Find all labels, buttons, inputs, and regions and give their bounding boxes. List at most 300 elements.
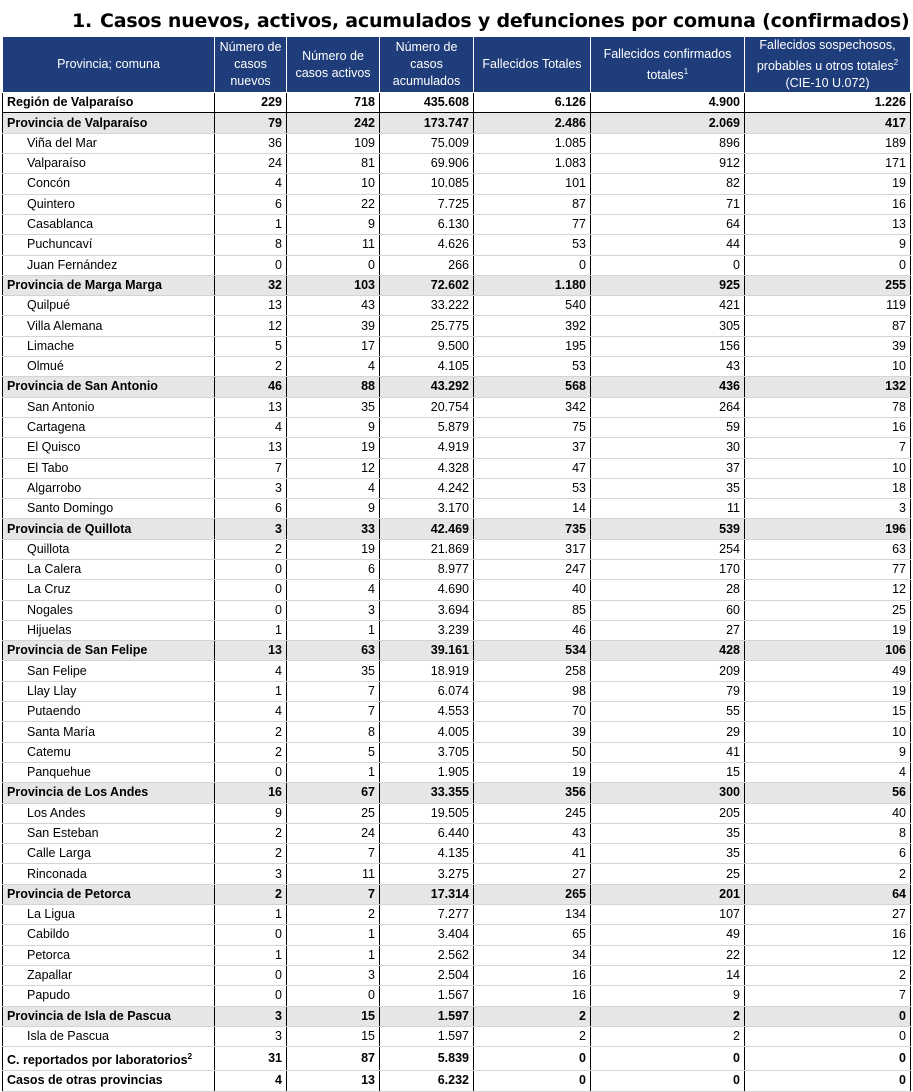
cell-casos-nuevos: 229: [215, 93, 287, 113]
cell-casos-acumulados: 39.161: [380, 641, 474, 661]
cell-casos-nuevos: 3: [215, 1006, 287, 1026]
cell-casos-activos: 1: [287, 620, 380, 640]
cell-name: Santo Domingo: [3, 499, 215, 519]
cell-name: Catemu: [3, 742, 215, 762]
cell-fallecidos-confirmados: 22: [591, 945, 745, 965]
cell-fallecidos-confirmados: 9: [591, 986, 745, 1006]
cell-name: El Quisco: [3, 438, 215, 458]
cell-name: Santa María: [3, 722, 215, 742]
cell-name: Cabildo: [3, 925, 215, 945]
cell-name: Los Andes: [3, 803, 215, 823]
cell-fallecidos-totales: 75: [474, 417, 591, 437]
cell-fallecidos-sospechosos: 0: [745, 1006, 911, 1026]
cell-casos-acumulados: 25.775: [380, 316, 474, 336]
cell-fallecidos-totales: 37: [474, 438, 591, 458]
cell-fallecidos-sospechosos: 0: [745, 1071, 911, 1091]
cell-fallecidos-sospechosos: 27: [745, 905, 911, 925]
cell-fallecidos-totales: 1.085: [474, 133, 591, 153]
cell-casos-activos: 242: [287, 113, 380, 133]
cell-name: Olmué: [3, 357, 215, 377]
cell-fallecidos-confirmados: 421: [591, 296, 745, 316]
cell-casos-nuevos: 13: [215, 296, 287, 316]
cell-fallecidos-confirmados: 305: [591, 316, 745, 336]
cell-casos-nuevos: 2: [215, 823, 287, 843]
cell-fallecidos-confirmados: 156: [591, 336, 745, 356]
cell-name: Algarrobo: [3, 478, 215, 498]
table-row-provincia: [3, 783, 911, 803]
cell-fallecidos-sospechosos: 18: [745, 478, 911, 498]
cell-name: Casablanca: [3, 214, 215, 234]
cell-fallecidos-totales: 2.486: [474, 113, 591, 133]
cell-casos-acumulados: 75.009: [380, 133, 474, 153]
cell-casos-nuevos: 2: [215, 539, 287, 559]
cell-casos-nuevos: 3: [215, 1026, 287, 1046]
cell-fallecidos-confirmados: 15: [591, 762, 745, 782]
cell-casos-acumulados: 4.553: [380, 702, 474, 722]
table-header-row: [3, 37, 911, 93]
cell-casos-acumulados: 10.085: [380, 174, 474, 194]
cell-fallecidos-totales: 2: [474, 1026, 591, 1046]
cell-casos-acumulados: 21.869: [380, 539, 474, 559]
cell-fallecidos-sospechosos: 171: [745, 154, 911, 174]
cell-fallecidos-confirmados: 35: [591, 823, 745, 843]
cell-name: Viña del Mar: [3, 133, 215, 153]
cell-fallecidos-sospechosos: 19: [745, 174, 911, 194]
cell-name: Isla de Pascua: [3, 1026, 215, 1046]
cell-casos-acumulados: 33.355: [380, 783, 474, 803]
cell-casos-nuevos: 2: [215, 742, 287, 762]
cell-casos-acumulados: 8.977: [380, 559, 474, 579]
cell-fallecidos-totales: 735: [474, 519, 591, 539]
cell-casos-activos: 9: [287, 214, 380, 234]
cell-fallecidos-sospechosos: 417: [745, 113, 911, 133]
table-row-region: [3, 93, 911, 113]
table-row-comuna: [3, 336, 911, 356]
cell-casos-nuevos: 31: [215, 1047, 287, 1071]
table-row-provincia: [3, 519, 911, 539]
cell-casos-activos: 6: [287, 559, 380, 579]
cell-fallecidos-confirmados: 0: [591, 1071, 745, 1091]
table-row-comuna: [3, 945, 911, 965]
cell-fallecidos-totales: 245: [474, 803, 591, 823]
cell-casos-acumulados: 4.328: [380, 458, 474, 478]
cell-fallecidos-sospechosos: 4: [745, 762, 911, 782]
cell-fallecidos-sospechosos: 19: [745, 620, 911, 640]
cell-fallecidos-sospechosos: 12: [745, 580, 911, 600]
cell-fallecidos-sospechosos: 132: [745, 377, 911, 397]
cell-casos-acumulados: 18.919: [380, 661, 474, 681]
cell-fallecidos-totales: 87: [474, 194, 591, 214]
cell-fallecidos-sospechosos: 39: [745, 336, 911, 356]
cell-fallecidos-sospechosos: 255: [745, 275, 911, 295]
cell-casos-nuevos: 0: [215, 925, 287, 945]
cell-name: Casos de otras provincias: [3, 1071, 215, 1091]
cell-casos-nuevos: 3: [215, 478, 287, 498]
cell-name: La Cruz: [3, 580, 215, 600]
cell-name: Provincia de Los Andes: [3, 783, 215, 803]
cell-casos-nuevos: 13: [215, 397, 287, 417]
cell-casos-acumulados: 4.242: [380, 478, 474, 498]
cell-fallecidos-confirmados: 37: [591, 458, 745, 478]
cell-fallecidos-sospechosos: 87: [745, 316, 911, 336]
cell-casos-nuevos: 79: [215, 113, 287, 133]
cell-fallecidos-totales: 43: [474, 823, 591, 843]
cell-name: Juan Fernández: [3, 255, 215, 275]
cell-fallecidos-totales: 1.180: [474, 275, 591, 295]
cell-casos-nuevos: 6: [215, 194, 287, 214]
cell-fallecidos-sospechosos: 25: [745, 600, 911, 620]
cell-fallecidos-sospechosos: 16: [745, 417, 911, 437]
cell-casos-nuevos: 12: [215, 316, 287, 336]
cell-fallecidos-confirmados: 925: [591, 275, 745, 295]
cell-fallecidos-confirmados: 35: [591, 844, 745, 864]
header-fallecidos-sospechosos: Fallecidos sospechosos, probables u otros totales$^2$ (CIE-10 U.072): [745, 37, 911, 93]
cell-fallecidos-sospechosos: 6: [745, 844, 911, 864]
cell-casos-activos: 0: [287, 986, 380, 1006]
cell-casos-acumulados: 4.135: [380, 844, 474, 864]
cell-casos-activos: 7: [287, 702, 380, 722]
cell-name: San Antonio: [3, 397, 215, 417]
cell-fallecidos-confirmados: 30: [591, 438, 745, 458]
table-row-comuna: [3, 600, 911, 620]
table-row-comuna: [3, 762, 911, 782]
cell-fallecidos-sospechosos: 106: [745, 641, 911, 661]
cell-casos-activos: 81: [287, 154, 380, 174]
cell-fallecidos-sospechosos: 15: [745, 702, 911, 722]
table-row-comuna: [3, 357, 911, 377]
cell-fallecidos-totales: 101: [474, 174, 591, 194]
cell-casos-acumulados: 1.905: [380, 762, 474, 782]
cell-casos-acumulados: 6.074: [380, 681, 474, 701]
cell-casos-acumulados: 6.232: [380, 1071, 474, 1091]
cell-fallecidos-confirmados: 254: [591, 539, 745, 559]
cell-casos-acumulados: 17.314: [380, 884, 474, 904]
cell-fallecidos-totales: 53: [474, 357, 591, 377]
table-row-comuna: [3, 702, 911, 722]
cell-casos-nuevos: 36: [215, 133, 287, 153]
cell-fallecidos-sospechosos: 78: [745, 397, 911, 417]
cell-casos-nuevos: 2: [215, 884, 287, 904]
cell-name: Concón: [3, 174, 215, 194]
cell-casos-activos: 103: [287, 275, 380, 295]
cell-fallecidos-confirmados: 79: [591, 681, 745, 701]
cell-fallecidos-confirmados: 300: [591, 783, 745, 803]
cell-fallecidos-confirmados: 0: [591, 1047, 745, 1071]
cell-fallecidos-confirmados: 14: [591, 965, 745, 985]
cell-name: Nogales: [3, 600, 215, 620]
cell-casos-acumulados: 42.469: [380, 519, 474, 539]
cell-fallecidos-totales: 34: [474, 945, 591, 965]
cell-fallecidos-sospechosos: 7: [745, 986, 911, 1006]
cell-casos-acumulados: 266: [380, 255, 474, 275]
cell-fallecidos-sospechosos: 119: [745, 296, 911, 316]
cell-fallecidos-sospechosos: 13: [745, 214, 911, 234]
cell-casos-nuevos: 24: [215, 154, 287, 174]
cell-fallecidos-confirmados: 11: [591, 499, 745, 519]
table-row-comuna: [3, 438, 911, 458]
cell-name: C. reportados por laboratorios$^2$: [3, 1047, 215, 1071]
cell-fallecidos-totales: 46: [474, 620, 591, 640]
cell-fallecidos-totales: 50: [474, 742, 591, 762]
cases-by-comuna-table: [2, 36, 911, 1092]
cell-casos-activos: 19: [287, 539, 380, 559]
cell-fallecidos-confirmados: 29: [591, 722, 745, 742]
table-row-comuna: [3, 133, 911, 153]
cell-casos-acumulados: 4.690: [380, 580, 474, 600]
cell-name: Provincia de Quillota: [3, 519, 215, 539]
cell-fallecidos-totales: 16: [474, 986, 591, 1006]
cell-fallecidos-confirmados: 0: [591, 255, 745, 275]
cell-casos-activos: 35: [287, 397, 380, 417]
cell-fallecidos-confirmados: 170: [591, 559, 745, 579]
cell-fallecidos-confirmados: 539: [591, 519, 745, 539]
table-row-comuna: [3, 864, 911, 884]
cell-casos-acumulados: 1.597: [380, 1026, 474, 1046]
cell-fallecidos-confirmados: 4.900: [591, 93, 745, 113]
table-row-comuna: [3, 986, 911, 1006]
cell-name: Villa Alemana: [3, 316, 215, 336]
cell-casos-activos: 15: [287, 1006, 380, 1026]
cell-fallecidos-sospechosos: 10: [745, 722, 911, 742]
cell-casos-nuevos: 1: [215, 905, 287, 925]
cell-name: Provincia de Marga Marga: [3, 275, 215, 295]
cell-casos-nuevos: 2: [215, 357, 287, 377]
header-fallecidos-totales: Fallecidos Totales: [474, 37, 591, 93]
cell-fallecidos-confirmados: 82: [591, 174, 745, 194]
cell-casos-activos: 10: [287, 174, 380, 194]
cell-fallecidos-confirmados: 25: [591, 864, 745, 884]
cell-casos-acumulados: 43.292: [380, 377, 474, 397]
table-row-comuna: [3, 742, 911, 762]
table-row-provincia: [3, 113, 911, 133]
cell-fallecidos-confirmados: 107: [591, 905, 745, 925]
cell-casos-nuevos: 0: [215, 762, 287, 782]
cell-casos-nuevos: 2: [215, 722, 287, 742]
cell-fallecidos-totales: 392: [474, 316, 591, 336]
cell-fallecidos-sospechosos: 63: [745, 539, 911, 559]
cell-casos-acumulados: 5.839: [380, 1047, 474, 1071]
table-row-comuna: [3, 803, 911, 823]
cell-casos-activos: 12: [287, 458, 380, 478]
cell-name: La Ligua: [3, 905, 215, 925]
cell-casos-acumulados: 3.694: [380, 600, 474, 620]
cell-casos-acumulados: 1.597: [380, 1006, 474, 1026]
cell-fallecidos-confirmados: 41: [591, 742, 745, 762]
cell-casos-activos: 43: [287, 296, 380, 316]
cell-casos-nuevos: 4: [215, 174, 287, 194]
cell-fallecidos-totales: 568: [474, 377, 591, 397]
table-row-provincia: [3, 641, 911, 661]
cell-fallecidos-sospechosos: 10: [745, 458, 911, 478]
cell-casos-nuevos: 4: [215, 417, 287, 437]
cell-fallecidos-totales: 53: [474, 478, 591, 498]
cell-fallecidos-sospechosos: 189: [745, 133, 911, 153]
cell-fallecidos-confirmados: 35: [591, 478, 745, 498]
cell-fallecidos-confirmados: 209: [591, 661, 745, 681]
cell-fallecidos-confirmados: 205: [591, 803, 745, 823]
cell-fallecidos-totales: 47: [474, 458, 591, 478]
cell-fallecidos-confirmados: 2.069: [591, 113, 745, 133]
cell-name: Hijuelas: [3, 620, 215, 640]
cell-casos-activos: 7: [287, 884, 380, 904]
cell-casos-activos: 109: [287, 133, 380, 153]
table-row-comuna: [3, 296, 911, 316]
cell-name: Zapallar: [3, 965, 215, 985]
cell-name: San Esteban: [3, 823, 215, 843]
cell-casos-activos: 13: [287, 1071, 380, 1091]
cell-fallecidos-totales: 534: [474, 641, 591, 661]
table-row-comuna: [3, 154, 911, 174]
cell-fallecidos-sospechosos: 49: [745, 661, 911, 681]
cell-casos-nuevos: 4: [215, 661, 287, 681]
table-row-comuna: [3, 1026, 911, 1046]
cell-casos-acumulados: 7.725: [380, 194, 474, 214]
cell-fallecidos-sospechosos: 19: [745, 681, 911, 701]
cell-fallecidos-confirmados: 49: [591, 925, 745, 945]
table-row-comuna: [3, 235, 911, 255]
cell-fallecidos-confirmados: 436: [591, 377, 745, 397]
cell-casos-nuevos: 1: [215, 681, 287, 701]
cell-fallecidos-confirmados: 59: [591, 417, 745, 437]
cell-fallecidos-totales: 65: [474, 925, 591, 945]
cell-fallecidos-sospechosos: 9: [745, 235, 911, 255]
cell-name: Provincia de San Antonio: [3, 377, 215, 397]
cell-fallecidos-confirmados: 64: [591, 214, 745, 234]
header-casos-nuevos: Número de casos nuevos: [215, 37, 287, 93]
cell-fallecidos-totales: 40: [474, 580, 591, 600]
cell-casos-nuevos: 0: [215, 559, 287, 579]
section-title-text: Casos nuevos, activos, acumulados y defunciones por comuna (confirmados): [100, 10, 910, 32]
cell-fallecidos-sospechosos: 2: [745, 965, 911, 985]
section-title: [72, 10, 909, 32]
table-row-comuna: [3, 722, 911, 742]
cell-fallecidos-confirmados: 2: [591, 1026, 745, 1046]
table-row-comuna: [3, 965, 911, 985]
section-number: 1.: [72, 10, 93, 32]
cell-name: El Tabo: [3, 458, 215, 478]
cell-casos-acumulados: 72.602: [380, 275, 474, 295]
table-row-comuna: [3, 458, 911, 478]
cell-name: Papudo: [3, 986, 215, 1006]
cell-casos-nuevos: 5: [215, 336, 287, 356]
cell-name: Calle Larga: [3, 844, 215, 864]
cell-casos-nuevos: 3: [215, 519, 287, 539]
cell-fallecidos-totales: 27: [474, 864, 591, 884]
cell-fallecidos-totales: 317: [474, 539, 591, 559]
table-row-comuna: [3, 905, 911, 925]
table-row-provincia: [3, 377, 911, 397]
table-row-comuna: [3, 417, 911, 437]
cell-name: San Felipe: [3, 661, 215, 681]
cell-casos-activos: 11: [287, 864, 380, 884]
cell-fallecidos-confirmados: 71: [591, 194, 745, 214]
cell-casos-acumulados: 4.626: [380, 235, 474, 255]
cell-casos-acumulados: 69.906: [380, 154, 474, 174]
cell-casos-acumulados: 3.404: [380, 925, 474, 945]
cell-casos-nuevos: 3: [215, 864, 287, 884]
cell-fallecidos-sospechosos: 0: [745, 255, 911, 275]
cell-casos-activos: 1: [287, 925, 380, 945]
cell-casos-activos: 7: [287, 844, 380, 864]
cell-fallecidos-confirmados: 912: [591, 154, 745, 174]
cell-fallecidos-totales: 540: [474, 296, 591, 316]
cell-fallecidos-totales: 247: [474, 559, 591, 579]
cell-fallecidos-totales: 265: [474, 884, 591, 904]
cell-fallecidos-sospechosos: 1.226: [745, 93, 911, 113]
cell-casos-acumulados: 7.277: [380, 905, 474, 925]
cell-casos-activos: 0: [287, 255, 380, 275]
cell-casos-acumulados: 435.608: [380, 93, 474, 113]
cell-casos-acumulados: 3.170: [380, 499, 474, 519]
cell-name: Putaendo: [3, 702, 215, 722]
cell-casos-activos: 8: [287, 722, 380, 742]
cell-casos-activos: 718: [287, 93, 380, 113]
cell-fallecidos-confirmados: 44: [591, 235, 745, 255]
cell-name: Panquehue: [3, 762, 215, 782]
table-row-comuna: [3, 925, 911, 945]
cell-fallecidos-sospechosos: 16: [745, 194, 911, 214]
cell-fallecidos-confirmados: 28: [591, 580, 745, 600]
cell-casos-acumulados: 4.105: [380, 357, 474, 377]
cell-casos-nuevos: 0: [215, 600, 287, 620]
cell-fallecidos-confirmados: 27: [591, 620, 745, 640]
cell-casos-nuevos: 6: [215, 499, 287, 519]
cell-fallecidos-totales: 1.083: [474, 154, 591, 174]
table-row-comuna: [3, 620, 911, 640]
table-row-comuna: [3, 255, 911, 275]
cell-fallecidos-totales: 53: [474, 235, 591, 255]
table-row-comuna: [3, 478, 911, 498]
cell-casos-activos: 9: [287, 499, 380, 519]
cell-name: Provincia de San Felipe: [3, 641, 215, 661]
table-row-provincia: [3, 275, 911, 295]
table-row-comuna: [3, 844, 911, 864]
cell-fallecidos-sospechosos: 0: [745, 1047, 911, 1071]
cell-casos-nuevos: 1: [215, 945, 287, 965]
cell-casos-activos: 33: [287, 519, 380, 539]
cell-casos-acumulados: 5.879: [380, 417, 474, 437]
table-body: [3, 93, 911, 1091]
table-row-comuna: [3, 214, 911, 234]
cell-fallecidos-sospechosos: 0: [745, 1026, 911, 1046]
cell-fallecidos-totales: 98: [474, 681, 591, 701]
cell-casos-activos: 19: [287, 438, 380, 458]
cell-fallecidos-totales: 41: [474, 844, 591, 864]
cell-casos-activos: 5: [287, 742, 380, 762]
cell-fallecidos-sospechosos: 56: [745, 783, 911, 803]
cell-name: Provincia de Petorca: [3, 884, 215, 904]
cell-casos-acumulados: 3.705: [380, 742, 474, 762]
cell-casos-nuevos: 1: [215, 620, 287, 640]
cell-fallecidos-totales: 195: [474, 336, 591, 356]
cell-name: La Calera: [3, 559, 215, 579]
cell-fallecidos-confirmados: 201: [591, 884, 745, 904]
cell-casos-activos: 63: [287, 641, 380, 661]
cell-fallecidos-sospechosos: 10: [745, 357, 911, 377]
cell-fallecidos-confirmados: 60: [591, 600, 745, 620]
cell-casos-activos: 4: [287, 478, 380, 498]
cell-fallecidos-confirmados: 43: [591, 357, 745, 377]
cell-casos-acumulados: 6.440: [380, 823, 474, 843]
cell-casos-nuevos: 0: [215, 255, 287, 275]
cell-name: Región de Valparaíso: [3, 93, 215, 113]
cell-name: Limache: [3, 336, 215, 356]
cell-fallecidos-confirmados: 55: [591, 702, 745, 722]
cell-casos-activos: 3: [287, 965, 380, 985]
cell-name: Llay Llay: [3, 681, 215, 701]
cell-fallecidos-totales: 70: [474, 702, 591, 722]
table-row-comuna: [3, 661, 911, 681]
